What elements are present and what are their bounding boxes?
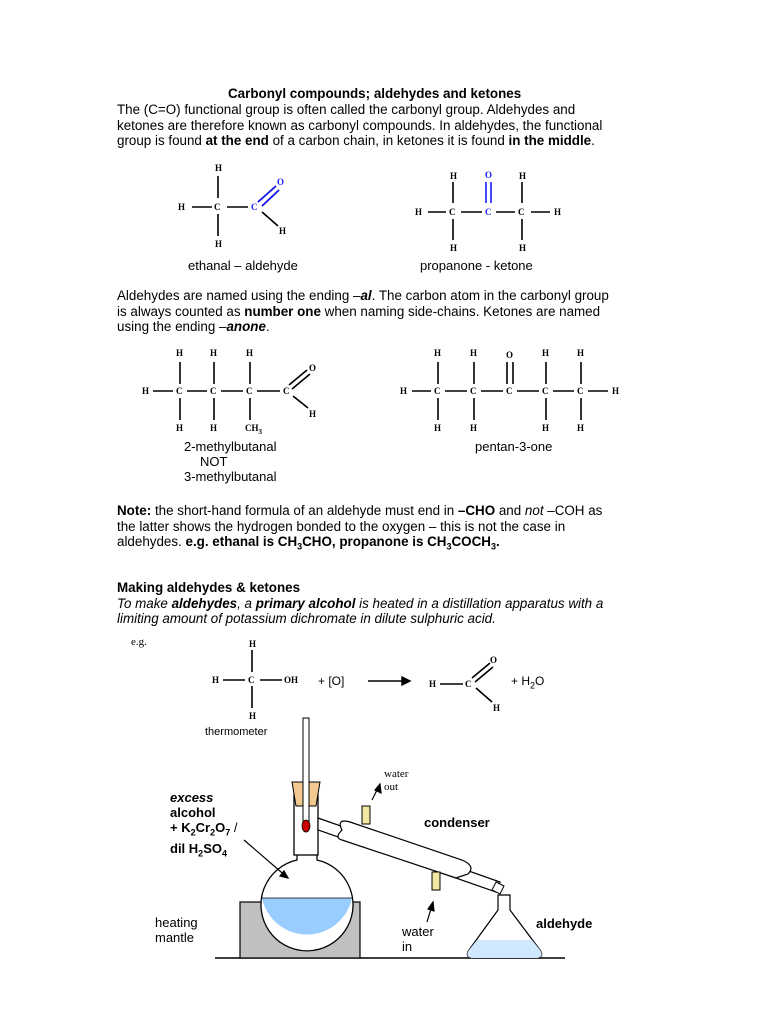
subscript: 2 [210,827,216,838]
atom-h: H [215,239,223,249]
atom-h: H [434,423,442,433]
atom-o: O [485,170,493,180]
atom-h: H [577,348,585,358]
pentanone-caption: pentan-3-one [475,439,553,454]
note-text: and [495,503,525,518]
atom-h: H [434,348,442,358]
intro-text: of a carbon chain, in ketones it is found [268,133,509,148]
water-in-nozzle [432,872,440,890]
note-example-text: CHO, propanone is CH [302,534,447,549]
atom-h: H [429,679,437,689]
note-label: Note: [117,503,152,518]
reagent-text: SO [203,840,222,856]
naming-number-one: number one [244,303,321,319]
subscript: 7 [225,827,231,838]
atom-h: H [450,171,458,181]
acid-text [170,841,237,862]
naming-text: is always counted as [117,303,245,319]
intro-line-1: The (C=O) functional group is often called the carbonyl group. Aldehydes and [117,102,576,117]
eg-label: e.g. [131,636,147,648]
naming-text: Aldehydes are named using the ending – [117,288,361,303]
atom-h: H [577,423,585,433]
alcohol-text: alcohol [170,805,216,820]
atom-h: H [542,423,550,433]
hydroxyl-group: OH [284,675,299,685]
thermometer-bulb [302,820,310,832]
heating-text: mantle [155,930,195,945]
thermometer-label: thermometer [205,726,268,738]
aldehyde-liquid [467,940,541,958]
making-text: To make [117,595,172,611]
reagent-text: dil H [170,840,199,856]
atom-h: H [470,348,478,358]
methyl-subscript: 3 [258,427,262,436]
note-text: the short-hand formula of an aldehyde must end in [151,503,458,518]
water-out-text: water [384,768,409,780]
atom-h: H [212,675,220,685]
atom-c: C [176,386,183,396]
subscript: 2 [198,848,204,859]
atom-h: H [450,243,458,253]
naming-text: when naming side-chains. Ketones are named [320,303,601,319]
intro-text: . [591,133,595,148]
atom-h: H [554,207,562,217]
atom-c: C [434,386,441,396]
reagent-text: + K [170,820,191,835]
flask-contents-label [170,790,237,861]
naming-ending-anone: anone [226,319,266,334]
thermometer-tube [303,718,309,826]
dichromate-text [170,820,237,841]
atom-h: H [519,243,527,253]
intro-bold-middle: in the middle [508,133,592,148]
atom-h: H [519,171,527,181]
note-text: –COH as [543,503,603,518]
note-not: not [524,503,544,518]
aldehyde-label: aldehyde [536,916,593,931]
atom-c: C [577,386,584,396]
atom-c: C [449,207,456,217]
making-text: is heated in a distillation apparatus with a [355,595,604,611]
reagent-text: Cr [195,820,211,835]
note-example-text: e.g. ethanal is CH [185,534,298,549]
atom-c-carbonyl: C [485,207,492,217]
atom-h: H [176,348,184,358]
water-out-text: out [384,781,399,793]
atom-c: C [518,207,525,217]
making-heading: Making aldehydes & ketones [117,580,301,595]
atom-h: H [415,207,423,217]
plus-water-text: + H [511,674,531,688]
atom-c: C [470,386,477,396]
making-primary-alcohol: primary alcohol [255,595,356,611]
atom-h: H [493,703,501,713]
condenser-label: condenser [424,815,490,830]
subscript: 2 [530,680,536,691]
atom-c: C [248,675,255,685]
making-line-2: limiting amount of potassium dichromate in dilute sulphuric acid. [117,611,496,626]
water-in-text: water [402,924,434,939]
atom-h: H [542,348,550,358]
page-title: Carbonyl compounds; aldehydes and ketones [228,86,522,101]
reagent-text: / [230,820,238,835]
note-line-2: the latter shows the hydrogen bonded to the oxygen – this is not the case in [117,518,566,534]
intro-text: group is found [117,133,206,148]
heating-mantle-label [155,915,198,945]
atom-c: C [542,386,549,396]
intro-bold-end: at the end [205,133,269,148]
intro-line-2: ketones are therefore known as carbonyl compounds. In aldehydes, the functional [117,117,603,133]
atom-c: C [210,386,217,396]
water-out-label [384,768,408,794]
atom-c: C [465,679,472,689]
caption-correct-name: 2-methylbutanal [184,439,277,454]
atom-h: H [309,409,317,419]
atom-h: H [279,226,287,236]
making-aldehydes: aldehydes [171,595,238,611]
atom-o: O [277,177,285,187]
naming-text: using the ending – [117,319,227,334]
atom-h: H [142,386,150,396]
note-text: aldehydes. [117,534,186,549]
note-example-text: COCH [451,534,491,549]
atom-h: H [246,348,254,358]
atom-h: H [400,386,408,396]
naming-text: . The carbon atom in the carbonyl group [371,288,609,303]
heating-text: heating [155,915,198,930]
atom-h: H [210,423,218,433]
propanone-caption: propanone - ketone [420,258,533,273]
naming-text: . [265,319,270,334]
atom-c: C [214,202,221,212]
subscript: 3 [297,541,303,552]
plus-water-text: O [535,674,545,688]
methyl-text: CH [245,423,259,433]
subscript: 2 [190,827,196,838]
atom-h: H [210,348,218,358]
naming-ending-al: al [360,288,372,303]
ethanal-caption: ethanal – aldehyde [188,258,298,273]
atom-h: H [470,423,478,433]
arrow-to-flask [244,840,288,878]
atom-c-carbonyl: C [283,386,290,396]
atom-o: O [506,350,514,360]
excess-text: excess [170,790,214,805]
note-cho: –CHO [457,503,496,518]
water-in-text: in [402,939,413,954]
caption-not: NOT [200,454,228,469]
subscript: 4 [221,848,227,859]
water-in-label [402,924,434,954]
subscript: 3 [490,541,496,552]
atom-c-carbonyl: C [506,386,513,396]
atom-o: O [490,655,498,665]
making-text: , a [237,595,256,611]
plus-oxygen: + [O] [318,674,345,688]
reagent-text: O [215,820,226,835]
atom-h: H [612,386,620,396]
atom-h: H [215,163,223,173]
caption-wrong-name: 3-methylbutanal [184,469,277,484]
atom-h: H [249,711,257,721]
atom-c: C [246,386,253,396]
atom-o: O [309,363,317,373]
atom-h: H [249,639,257,649]
atom-h: H [176,423,184,433]
atom-h: H [178,202,186,212]
water-out-nozzle [362,806,370,824]
subscript: 3 [446,541,452,552]
note-example-text: . [495,534,500,549]
atom-c-carbonyl: C [251,202,258,212]
